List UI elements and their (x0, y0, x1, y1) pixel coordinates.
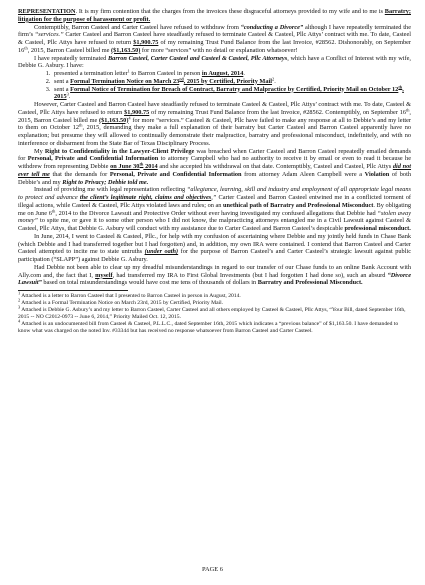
paragraph-june-2014: In June, 2014, I went to Casteel & Casteel, Pllc., for help with my confusion of ascertaining where Debbie and my jointly held funds in Chase Bank (which Debbie and I had transferred together but I had forgotten) and, in addition, my own IRA were contained. I contend that Barron Casteel and Carter Casteel attempted to incite me to state untruths (under oath) for the purpose of Barron Casteel’s and Carter Casteel’s strategic lawsuit against public participation (“SLAPP”) against Debbie G. Asbury. (18, 232, 411, 263)
paragraph-refusal: Contemptibly, Barron Casteel and Carter Casteel have refused to withdraw from “conducting a Divorce” although I have repeatedly terminated the firm’s “services.” Carter Casteel and Barron Casteel have steadfastly refused to terminate Casteel & Casteel, Pllc Attys’ contract with me. To date, Casteel & Casteel, Pllc Attys have refused to return $1,900.75 of my remaining Trust Fund Balance from the last Invoice, #28562. Dishonorably, on September 16th, 2015, Barron Casteel billed me ($1,163.50) for more “services” with no detail or explanation whatsoever! (18, 23, 412, 54)
page-number: PAGE 6 (202, 566, 223, 573)
paragraph-terminated: I have repeatedly terminated Barron Casteel, Carter Casteel and Casteel & Casteel, Pllc Attorneys, which have a Conflict of Interest with my wife, Debbie G. Asbury. I have: (18, 54, 411, 70)
footnote: $^4$ Attached is an undocumented bill from Casteel & Casteel, P.L.L.C., dated September 16th, 2015 which indicates a “previous balance” of $1,163.50. I have demanded to know what was charged on the noted Inv. #33344 but has received no response whatsoever from Barron Casteel and Carter Casteel. (18, 318, 399, 334)
paragraph-confidentiality: My Right to Confidentiality in the Lawyer-Client Privilege was breached when Carter Casteel and Barron Casteel repeatedly emailed demands for Personal, Private and Confidential Information to attorney Campbell who had no authority to receive it by email or even to read it because he withdrew from representing Debbie on June 30th 2014 and she accepted his withdrawal on that date. Contemptibly, Casteel and Casteel, Pllc Attys did not ever tell me that the demands for Personal, Private and Confidential Information from attorney Adam Aleen Campbell were a Violation of both Debbie’s and my Right to Privacy; Debbie told me. (18, 147, 412, 186)
footnote-divider (18, 290, 128, 291)
footnote: $^1$ Attached is a letter to Barron Casteel that I presented to Barron Casteel in person in August, 2014. (18, 290, 241, 299)
paragraph-representation: REPRESENTATION. It is my firm contention that the charges from the invoices these disgraceful attorneys provided to my wife and to me is Barratry; litigation for the purpose of harassment or profit. (18, 8, 411, 23)
section-heading: REPRESENTATION (18, 8, 76, 15)
footnote: $^3$ Attached is Debbie G. Asbury’s and my letter to Barron Casteel, Carter Casteel and all others employed by Casteel & Casteel, Pllc Attys, “Your Bill, dated September 16th, 2015 -- NO C2012-0973 -- June 6, 2014,” Priority Mailed Oct. 12, 2015. (18, 304, 406, 320)
paragraph-however: However, Carter Casteel and Barron Casteel have steadfastly refused to terminate Casteel & Casteel, Pllc Attys’ contract with me. To date, Casteel & Casteel, Pllc Attys have refused to return $1,900.75 of my remaining Trust Fund Balance from the last Invoice, #28562. Contemptibly, on September 16th, 2015, Barron Casteel billed me ($1,163.50)$^4$ for more “services.” Casteel & Casteel, Pllc have failed to make any response at all to Debbie’s and my letter to them on October 12th, 2015, demanding they make a full explanation of their barratry but Carter Casteel and Barron Casteel apparently have no explanation; but presume they will allowed to continually demonstrate their malpractice, barratry and professional misconduct, indefinitely, and with no interference or disbarment from the State Bar of Texas Disciplinary Process. (18, 101, 411, 147)
termination-list (18, 70, 411, 101)
footnotes (18, 290, 411, 334)
paragraph-misunderstandings: Had Debbie not been able to clear up my dreadful misunderstandings in regard to our transfer of our Chase funds to an online Bank Account with Ally.com and, the fact that I, myself, had transferred my IRA to First Global Investments (but I had forgotten I had done so), such an absurd “Divorce Lawsuit” based on total misunderstandings would have cost me tens of thousands of dollars in Barratry and Professional Misconduct. (18, 263, 411, 287)
list-item: 2. sent a Formal Termination Notice on March 23rd, 2015 by Certified, Priority Mail$^2$. (52, 78, 411, 86)
paragraph-representation-failure: Instead of providing me with legal representation reflecting “allegiance, learning, skill and industry and employment of all appropriate legal means to protect and advance the client’s legitimate right, claims and objectives,” Carter Casteel and Barron Casteel entwined me in a conflicted torment of illegal actions, while Casteel & Casteel, Pllc Attys violated laws and rules; on an unethical path of Barratry and Professional Misconduct. By obligating me on June 6th, 2014 to the Divorce Lawsuit and Protective Order without ever having investigated my confused allegations that Debbie had “stolen away money” to spite me, or gave it to some other person who I did not know, the malpracticing attorneys entangled me in a Civil Lawsuit against Casteel & Casteel, Pllc Attys, that Debbie G. Asbury will conduct with my assistance due to Carter Casteel and Barron Casteel’s despicable professional misconduct. (18, 186, 411, 232)
footnote: $^2$ Attached is a Formal Termination Notice on March 23rd, 2015 by Certified, Priority Mail. (18, 297, 224, 306)
list-item: 3. sent a Formal Notice of Termination for Breach of Contract, Barratry and Malpractice by Certified, Priority Mail on October 12th, 2015$^3$. (52, 86, 411, 102)
list-item: 1. presented a termination letter$^1$ to Barron Casteel in person in August, 2014. (52, 70, 411, 78)
